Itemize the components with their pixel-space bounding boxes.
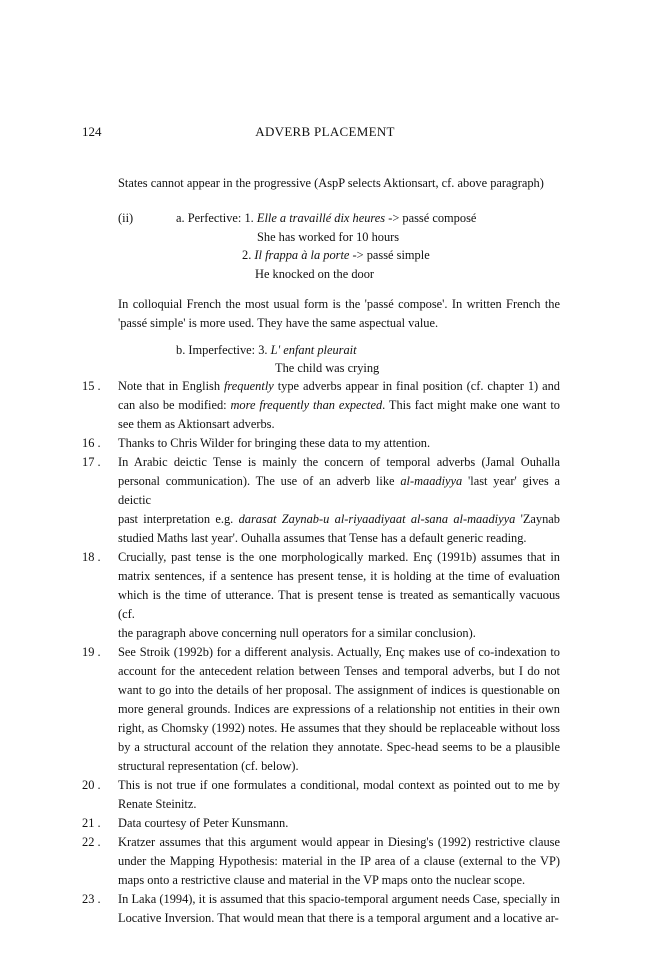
footnote-text: maps onto a restrictive clause and material in the VP maps onto the nuclear scope. <box>118 873 526 887</box>
footnote-text: more general grounds. Indices are expressions of a relationship not entities in their own <box>118 702 560 716</box>
example-1-french: Elle a travaillé dix heures <box>256 211 386 225</box>
example-label-ii: (ii) <box>118 211 134 225</box>
footnote-text: by a structural account of the relation they annotate. Spec-head seems to be a plausible <box>118 740 560 754</box>
footnote-text: the paragraph above concerning null operators for a similar conclusion). <box>118 626 476 640</box>
page-number: 124 <box>82 124 102 139</box>
example-3 <box>176 341 357 360</box>
footnote-text: can also be modified: <box>118 398 231 412</box>
footnote-line <box>118 909 560 928</box>
footnote-text: studied Maths last year'. Ouhalla assumes that Tense has a default generic reading. <box>118 531 527 545</box>
footnote-text: past interpretation e.g. <box>118 512 239 526</box>
footnote-text: type adverbs appear in final position (cf. chapter 1) and <box>273 379 560 393</box>
footnote-text: Crucially, past tense is the one morphologically marked. Enç (1991b) assumes that in <box>118 550 560 564</box>
footnote-line <box>118 434 560 453</box>
footnote-italic-text: al-maadiyya <box>400 474 463 488</box>
footnote-number: 19 . <box>82 645 101 659</box>
imperfective-label: b. Imperfective: 3. <box>176 343 268 357</box>
footnote-text: right, as Chomsky (1992) notes. He assumes that they should be replaceable without loss <box>118 721 560 735</box>
footnote-number: 18 . <box>82 550 101 564</box>
footnote-text: This is not true if one formulates a conditional, modal context as pointed out to me by <box>118 778 560 792</box>
footnote-number: 23 . <box>82 892 101 906</box>
footnote-text: See Stroik (1992b) for a different analysis. Actually, Enç makes use of co-indexation to <box>118 645 560 659</box>
example-2-french: Il frappa à la porte <box>254 248 350 262</box>
footnote-text: Renate Steinitz. <box>118 797 197 811</box>
footnote-line <box>118 662 560 681</box>
footnote <box>82 890 560 928</box>
footnote-number: 16 . <box>82 436 101 450</box>
footnote-line <box>118 377 560 396</box>
footnote-line <box>118 757 560 776</box>
footnote-text: Locative Inversion. That would mean that there is a temporal argument and a locative ar- <box>118 911 559 925</box>
footnote-number: 21 . <box>82 816 101 830</box>
example-2-gloss: He knocked on the door <box>255 267 375 281</box>
example-3-gloss: The child was crying <box>275 361 380 375</box>
footnote-line <box>118 548 560 567</box>
example-3-french: L' enfant pleurait <box>270 343 357 357</box>
footnote-line <box>118 719 560 738</box>
footnote-text: see them as Aktionsart adverbs. <box>118 417 275 431</box>
intro-sentence: States cannot appear in the progressive (AspP selects Aktionsart, cf. above paragraph) <box>118 176 544 190</box>
footnote-line <box>118 567 560 586</box>
example-2-tense: -> passé simple <box>349 248 430 262</box>
footnote-line <box>118 396 560 415</box>
footnote-number: 20 . <box>82 778 101 792</box>
footnote <box>82 643 560 776</box>
footnote <box>82 434 560 453</box>
footnote-line <box>118 776 560 795</box>
footnote-text: In Laka (1994), it is assumed that this spacio-temporal argument needs Case, specially in <box>118 892 560 906</box>
french-tense-paragraph <box>118 295 560 333</box>
footnote-text: under the Mapping Hypothesis: material in the IP area of a clause (external to the VP) <box>118 854 560 868</box>
footnote-text: which is the time of utterance. That is present tense is treated as semantically vacuous (cf. <box>118 588 560 621</box>
footnote-number: 17 . <box>82 455 101 469</box>
example-2-number: 2. <box>242 248 252 262</box>
footnote-text: want to go into the details of her proposal. The assignment of indices is questionable on <box>118 683 560 697</box>
footnote-line <box>118 624 560 643</box>
footnote-text: Note that in English <box>118 379 224 393</box>
footnote-line <box>118 871 560 890</box>
footnote-line <box>118 890 560 909</box>
footnote-text: 'Zaynab <box>515 512 560 526</box>
footnote-line <box>118 795 560 814</box>
footnote <box>82 548 560 643</box>
paragraph-line: 'passé simple' is more used. They have the same aspectual value. <box>118 316 439 330</box>
paragraph-line: In colloquial French the most usual form is the 'passé compose'. In written French the <box>118 297 560 311</box>
footnote-line <box>118 529 560 548</box>
footnote-line <box>118 510 560 529</box>
footnote-italic-text: more frequently than expected <box>230 398 383 412</box>
footnote-text: Kratzer assumes that this argument would appear in Diesing's (1992) restrictive clause <box>118 835 560 849</box>
example-1-tense: -> passé composé <box>385 211 477 225</box>
footnote-line <box>118 852 560 871</box>
footnote-line <box>118 415 560 434</box>
footnote-line <box>118 833 560 852</box>
footnote-text: In Arabic deictic Tense is mainly the concern of temporal adverbs (Jamal Ouhalla <box>118 455 560 469</box>
footnote-text: structural representation (cf. below). <box>118 759 299 773</box>
example-1 <box>176 209 476 228</box>
footnote-number: 22 . <box>82 835 101 849</box>
footnote-line <box>118 681 560 700</box>
footnote-line <box>118 586 560 624</box>
footnote-number: 15 . <box>82 379 101 393</box>
footnote-line <box>118 700 560 719</box>
footnote-line <box>118 643 560 662</box>
footnote-text: personal communication). The use of an adverb like <box>118 474 401 488</box>
footnote-italic-text: darasat Zaynab-u al-riyaadiyaat al-sana al-maadiyya <box>238 512 516 526</box>
footnote <box>82 833 560 890</box>
example-1-gloss: She has worked for 10 hours <box>257 230 400 244</box>
footnote-italic-text: frequently <box>223 379 274 393</box>
footnote <box>82 453 560 548</box>
footnote-text: matrix sentences, if a sentence has present tense, it is holding at the time of evaluation <box>118 569 560 583</box>
example-2 <box>242 246 430 265</box>
footnote <box>82 776 560 814</box>
footnotes-list <box>82 377 560 928</box>
footnote-line <box>118 814 560 833</box>
perfective-label: a. Perfective: 1. <box>176 211 254 225</box>
footnote-line <box>118 453 560 472</box>
footnote <box>82 814 560 833</box>
footnote <box>82 377 560 434</box>
footnote-text: Data courtesy of Peter Kunsmann. <box>118 816 289 830</box>
footnote-text: . This fact might make one want to <box>382 398 560 412</box>
footnote-text: account for the antecedent relation between Tenses and temporal adverbs, but I do not <box>118 664 560 678</box>
footnote-text: Thanks to Chris Wilder for bringing these data to my attention. <box>118 436 431 450</box>
running-head: ADVERB PLACEMENT <box>255 124 395 139</box>
footnote-line <box>118 472 560 510</box>
footnote-text: 'last year' gives a deictic <box>118 474 560 507</box>
footnote-line <box>118 738 560 757</box>
